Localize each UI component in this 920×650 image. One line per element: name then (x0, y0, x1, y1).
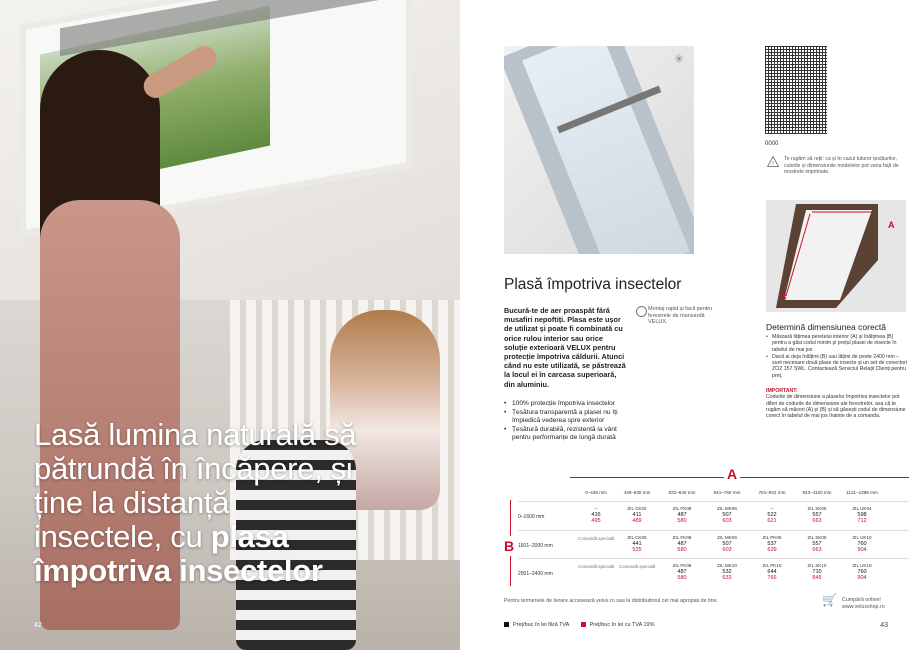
price-with-vat: 495 (591, 518, 601, 524)
price-cell (795, 506, 839, 524)
size-code: ZIL CK02 (627, 506, 647, 511)
online-shop-link[interactable] (822, 593, 885, 610)
price-without-vat: 598 (857, 512, 867, 518)
measurement-diagram (766, 200, 906, 312)
diagram-label-b: B (780, 292, 787, 302)
special-order-note: Comandă specială (619, 564, 656, 569)
price-with-vat: 904 (857, 547, 867, 553)
color-note: Te rugăm să reții: ca și în cazul tuturor țesăturilor, culorile și dimensiunile modelelor pot varia față de mostrele imprimate. (784, 156, 899, 175)
row-label: 1601–2000 mm (518, 543, 553, 549)
price-with-vat: 633 (722, 575, 732, 581)
price-without-vat: 557 (812, 512, 822, 518)
special-order-note: Comandă specială (578, 564, 615, 569)
size-code: ZIL UK10 (852, 563, 872, 568)
dimension-steps (766, 334, 908, 380)
quick-install-badge (636, 306, 718, 326)
price-without-vat: 416 (591, 512, 601, 518)
column-header: 1121–1288 mm (846, 490, 878, 495)
page-title: Plasă împotriva insectelor (504, 276, 682, 293)
page-number-left: 42 (34, 622, 42, 629)
dimension-step: • Măsoară lățimea peretelui interior (A) și înălțimea (B) pentru a găsi codul minim și prețul plasei de insecte în tabelul de mai jos (766, 334, 908, 353)
size-code: ZIL SK06 (807, 535, 827, 540)
price-with-vat: 766 (767, 575, 777, 581)
height-axis-label: B (504, 538, 515, 554)
mesh-code: 0000 (765, 141, 779, 147)
price-cell (615, 506, 659, 524)
price-with-vat: 580 (677, 575, 687, 581)
dimension-step: • Dacă ai deja înălțimi (B) sau lățimi de peste 2400 mm – sunt necesare două plase de insecte și un set de conectori ZOZ 157 SWL. Contactează Serviciul Relații Clienți pentru preț. (766, 354, 908, 379)
size-code: ZIL MK06 (717, 506, 737, 511)
size-code: – (594, 506, 598, 511)
price-without-vat: 710 (812, 569, 822, 575)
row-separator (518, 558, 909, 559)
feature-item: • Țesătura transparentă a plasei nu îți împiedică vederea spre exterior (504, 409, 630, 425)
intro-text: Bucură-te de aer proaspăt fără musafiri nepoftiți. Plasa este ușor de utilizat și poate fi combinată cu orice rulou interior sau orice soluție exterioară VELUX pentru protecție împotriva căldurii. Atunci când nu este utilizată, se păstrează la locul ei în carcasa superioară, din aluminiu. (504, 306, 626, 389)
column-header: 531–640 mm (668, 490, 696, 495)
size-code: ZIL CK06 (627, 535, 647, 540)
svg-text:!: ! (772, 161, 774, 167)
row-label: 2001–2400 mm (518, 571, 553, 577)
price-cell (705, 563, 749, 581)
hero-headline: Lasă lumina naturală să pătrundă în încăpere, și ține la distanță insectele, cu plasa împotriva insectelor (34, 417, 357, 588)
price-with-vat: 663 (812, 547, 822, 553)
price-with-vat: 663 (812, 518, 822, 524)
size-code: ZIL PK10 (762, 563, 782, 568)
price-with-vat: 639 (767, 547, 777, 553)
column-header: 761–922 mm (758, 490, 786, 495)
price-cell (750, 563, 794, 581)
price-cell (795, 535, 839, 553)
price-without-vat: 487 (677, 569, 687, 575)
price-cell (750, 535, 794, 553)
size-code: ZIL FK08 (672, 535, 692, 540)
price-with-vat: 712 (857, 518, 867, 524)
size-code: ZIL MK10 (717, 563, 737, 568)
price-without-vat: 487 (677, 541, 687, 547)
product-image (504, 46, 694, 254)
price-cell (840, 563, 884, 581)
important-text: Codurile de dimensiune a plaselor împotriva insectelor pot diferi de codurile de dimensiune ale ferestrelor, asa că te rugăm să măsori (A) și (B) și să găsești codul de dimensiune corect în tabelul de mai jos înainte de a comanda. (766, 394, 906, 420)
price-without-vat: 644 (767, 569, 777, 575)
price-cell (840, 506, 884, 524)
legend-black-text: Preț/buc în lei fără TVA (513, 622, 570, 628)
price-legend (504, 622, 655, 628)
delivery-footnote: Pentru termenele de livrare accesează velux.ro sau la distribuitorul cel mai apropiat de tine. (504, 598, 719, 604)
price-with-vat: 603 (722, 518, 732, 524)
price-without-vat: 760 (857, 541, 867, 547)
size-code: ZIL FK08 (672, 563, 692, 568)
size-code: ZIL UK04 (852, 506, 872, 511)
size-code: – (770, 506, 774, 511)
cart-icon: 🛒 (822, 593, 837, 607)
size-code: ZIL FK08 (672, 506, 692, 511)
price-with-vat: 621 (767, 518, 777, 524)
price-cell (660, 506, 704, 524)
warning-icon (767, 156, 779, 167)
size-code: ZIL SK10 (807, 563, 827, 568)
price-without-vat: 507 (722, 541, 732, 547)
feature-item: • 100% protecție împotriva insectelor (504, 400, 630, 408)
width-axis-label: A (724, 466, 740, 482)
important-label: IMPORTANT: (766, 388, 798, 394)
legend-black-swatch (504, 622, 509, 627)
price-without-vat: 507 (722, 512, 732, 518)
price-without-vat: 441 (632, 541, 642, 547)
price-cell (615, 535, 659, 553)
column-header: 0–438 mm (585, 490, 607, 495)
sparkle-icon: ✳ (673, 52, 684, 66)
column-header: 439–530 mm (623, 490, 651, 495)
price-with-vat: 525 (632, 547, 642, 553)
row-label: 0–1600 mm (518, 514, 545, 520)
size-price-table (504, 468, 909, 586)
price-without-vat: 522 (767, 512, 777, 518)
row-separator (518, 501, 909, 502)
price-with-vat: 603 (722, 547, 732, 553)
right-page (460, 0, 920, 650)
tool-icon (636, 306, 647, 317)
shop-line2: www.veluxshop.ro (842, 603, 885, 610)
shop-line1: Cumpără online! (842, 597, 881, 603)
legend-red-swatch (581, 622, 586, 627)
feature-item: • Țesătură durabilă, rezistentă la vânt pentru performanțe de lungă durată (504, 426, 630, 442)
legend-red-text: Preț/buc în lei cu TVA 19% (589, 622, 655, 628)
price-without-vat: 557 (812, 541, 822, 547)
size-code: ZIL SK06 (807, 506, 827, 511)
important-note (766, 388, 906, 419)
price-cell (750, 506, 794, 524)
price-with-vat: 580 (677, 518, 687, 524)
price-with-vat: 845 (812, 575, 822, 581)
mesh-swatch (765, 46, 827, 134)
price-cell (705, 506, 749, 524)
special-order-note: Comandă specială (578, 536, 615, 541)
price-without-vat: 537 (767, 541, 777, 547)
price-with-vat: 904 (857, 575, 867, 581)
price-with-vat: 580 (677, 547, 687, 553)
price-cell (574, 506, 618, 524)
price-cell (705, 535, 749, 553)
price-without-vat: 760 (857, 569, 867, 575)
size-code: ZIL UK10 (852, 535, 872, 540)
column-header: 641–760 mm (713, 490, 741, 495)
feature-list (504, 400, 630, 443)
price-cell (660, 563, 704, 581)
size-code: ZIL MK06 (717, 535, 737, 540)
row-separator (518, 530, 909, 531)
size-code: ZIL PK06 (762, 535, 782, 540)
price-with-vat: 489 (632, 518, 642, 524)
column-header: 923–1120 mm (802, 490, 832, 495)
price-cell (795, 563, 839, 581)
page-number-right: 43 (880, 622, 888, 629)
price-without-vat: 487 (677, 512, 687, 518)
dimension-heading: Determină dimensiunea corectă (766, 322, 887, 332)
badge-text: Montaj rapid și facil pentru ferestrele de mansardă VELUX. (648, 306, 713, 325)
diagram-label-a: A (888, 220, 895, 230)
price-without-vat: 532 (722, 569, 732, 575)
price-cell (660, 535, 704, 553)
price-without-vat: 411 (632, 512, 642, 518)
price-cell (840, 535, 884, 553)
